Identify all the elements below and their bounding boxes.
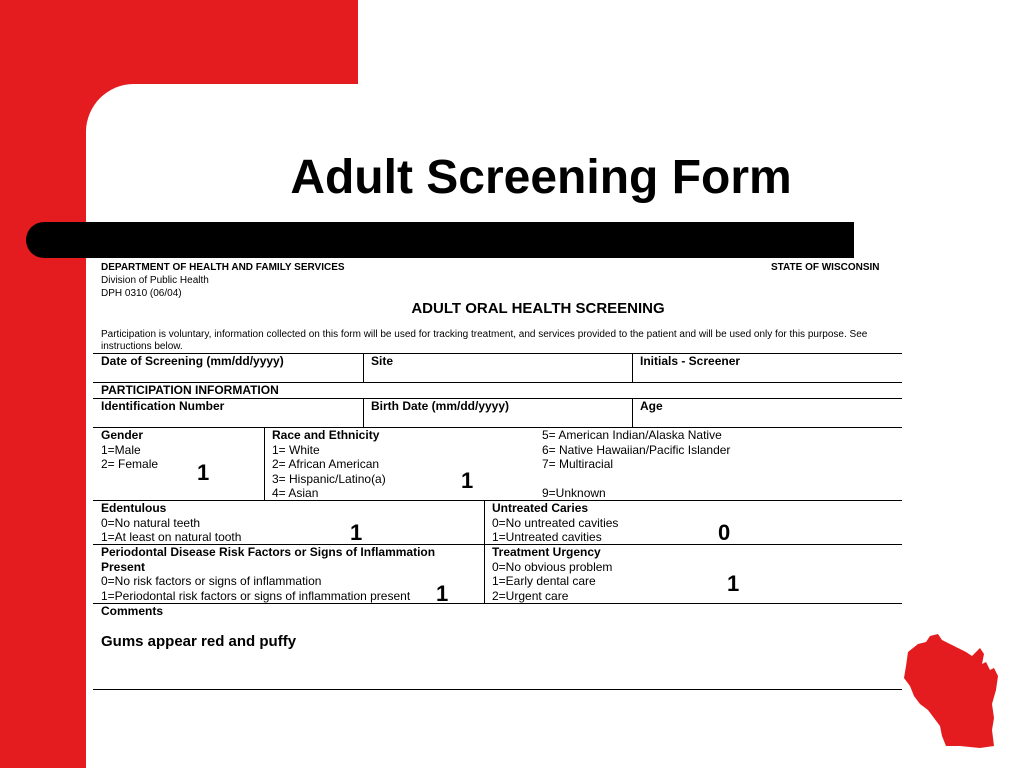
race-option: 1= White	[272, 442, 320, 457]
race-option: 4= Asian	[272, 486, 319, 500]
form-code: DPH 0310 (06/04)	[101, 288, 182, 299]
form-title: ADULT ORAL HEALTH SCREENING	[411, 300, 665, 317]
treatment-urgency-label: Treatment Urgency	[492, 545, 601, 559]
initials-screener-label: Initials - Screener	[640, 354, 741, 368]
table-divider	[363, 398, 364, 427]
edentulous-value: 1	[350, 520, 363, 545]
treatment-urgency-option: 1=Early dental care	[492, 574, 596, 588]
state-name: STATE OF WISCONSIN	[771, 262, 880, 273]
title-underline-bar	[26, 222, 854, 258]
race-option: 2= African American	[272, 457, 380, 471]
comments-label: Comments	[101, 604, 164, 618]
site-label: Site	[371, 354, 394, 368]
race-option: 6= Native Hawaiian/Pacific Islander	[542, 442, 731, 457]
table-divider	[632, 353, 633, 382]
race-option: 5= American Indian/Alaska Native	[542, 428, 722, 442]
race-option: 9=Unknown	[542, 486, 606, 500]
gender-option: 2= Female	[101, 457, 159, 471]
race-option: 3= Hispanic/Latino(a)	[272, 471, 386, 486]
birth-date-label: Birth Date (mm/dd/yyyy)	[371, 399, 510, 413]
participation-note-2: instructions below.	[101, 341, 183, 352]
table-divider	[484, 500, 485, 603]
table-line	[93, 689, 902, 690]
treatment-urgency-option: 2=Urgent care	[492, 588, 569, 603]
edentulous-option: 1=At least on natural tooth	[101, 530, 242, 544]
date-of-screening-label: Date of Screening (mm/dd/yyyy)	[101, 354, 284, 368]
treatment-urgency-value: 1	[727, 571, 740, 596]
table-divider	[264, 427, 265, 500]
gender-label: Gender	[101, 428, 144, 442]
identification-number-label: Identification Number	[101, 399, 225, 413]
table-divider	[632, 398, 633, 427]
race-option: 7= Multiracial	[542, 457, 614, 471]
gender-value: 1	[197, 460, 210, 485]
periodontal-value: 1	[436, 581, 449, 606]
comments-text: Gums appear red and puffy	[101, 633, 297, 650]
table-line	[93, 427, 902, 428]
treatment-urgency-option: 0=No obvious problem	[492, 559, 613, 574]
untreated-caries-option: 0=No untreated cavities	[492, 515, 619, 530]
periodontal-option: 0=No risk factors or signs of inflammation	[101, 574, 322, 588]
age-label: Age	[640, 399, 663, 413]
slide-title: Adult Screening Form	[290, 151, 792, 204]
periodontal-label-2: Present	[101, 559, 146, 574]
table-line	[93, 603, 902, 604]
participation-note: Participation is voluntary, information collected on this form will be used for tracking treatment, and services provided to the patient and will be used only for this purpose. See	[101, 329, 868, 340]
wisconsin-map-icon	[900, 630, 1000, 748]
gender-option: 1=Male	[101, 442, 141, 457]
edentulous-option: 0=No natural teeth	[101, 515, 201, 530]
untreated-caries-value: 0	[718, 520, 731, 545]
division-name: Division of Public Health	[101, 275, 209, 286]
department-name: DEPARTMENT OF HEALTH AND FAMILY SERVICES	[101, 262, 345, 273]
race-ethnicity-label: Race and Ethnicity	[272, 428, 380, 442]
untreated-caries-option: 1=Untreated cavities	[492, 530, 602, 544]
table-divider	[363, 353, 364, 382]
race-value: 1	[461, 468, 474, 493]
periodontal-label: Periodontal Disease Risk Factors or Signs of Inflammation	[101, 545, 436, 559]
untreated-caries-label: Untreated Caries	[492, 501, 589, 515]
edentulous-label: Edentulous	[101, 501, 167, 515]
periodontal-option: 1=Periodontal risk factors or signs of inflammation present	[101, 588, 411, 603]
participation-info-heading: PARTICIPATION INFORMATION	[101, 383, 279, 397]
